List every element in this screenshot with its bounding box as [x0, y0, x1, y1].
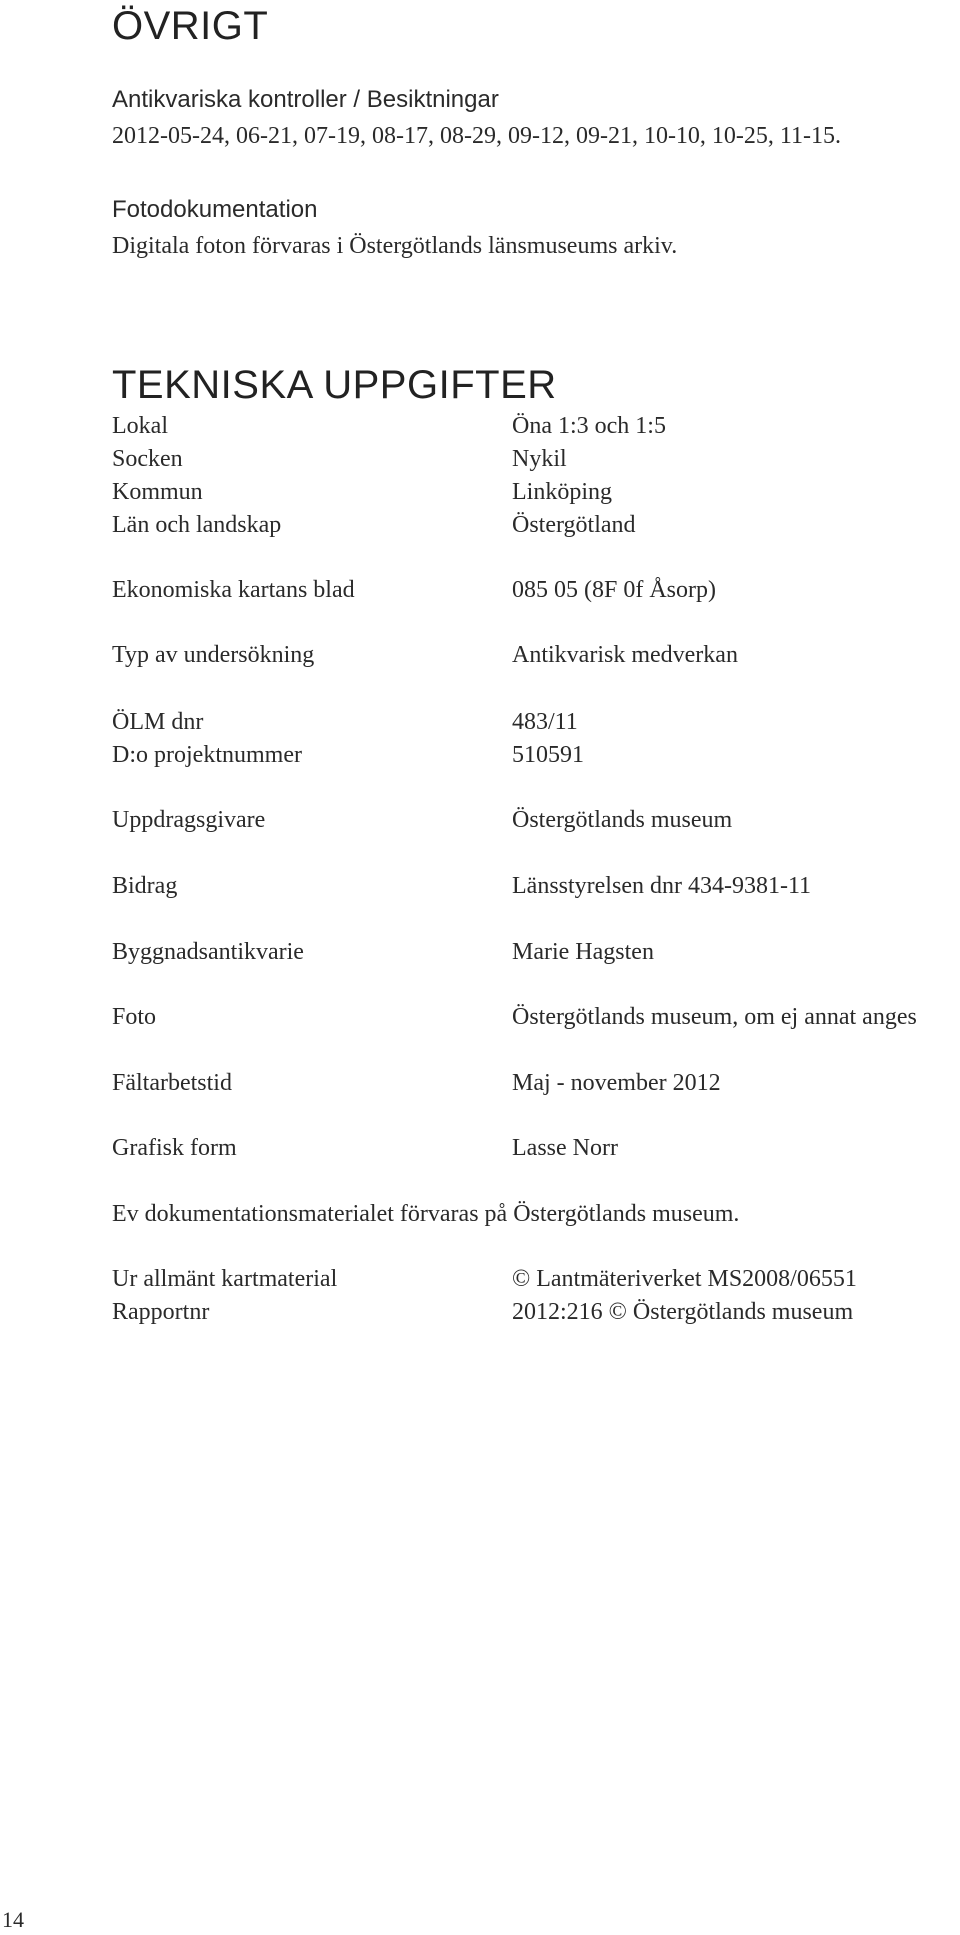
footer-value-kartmaterial: © Lantmäteriverket MS2008/06551 [512, 1266, 857, 1292]
row-label-ekonomiska-kartans-blad: Ekonomiska kartans blad [112, 577, 355, 603]
fotodokumentation-label: Fotodokumentation [112, 196, 318, 223]
row-label-projektnummer: D:o projektnummer [112, 742, 302, 768]
fotodokumentation-text: Digitala foton förvaras i Östergötlands länsmuseums arkiv. [112, 233, 678, 259]
row-label-lan: Län och landskap [112, 512, 282, 538]
kontroller-dates: 2012-05-24, 06-21, 07-19, 08-17, 08-29, 09-12, 09-21, 10-10, 10-25, 11-15. [112, 123, 842, 149]
row-label-kommun: Kommun [112, 479, 203, 505]
row-value-byggnadsantikvarie: Marie Hagsten [512, 939, 654, 965]
row-label-foto: Foto [112, 1004, 157, 1030]
row-value-typ-av-undersokning: Antikvarisk medverkan [512, 642, 738, 668]
kontroller-label: Antikvariska kontroller / Besiktningar [112, 86, 499, 113]
row-value-grafisk-form: Lasse Norr [512, 1135, 618, 1161]
row-value-ekonomiska-kartans-blad: 085 05 (8F 0f Åsorp) [512, 577, 716, 603]
row-label-typ-av-undersokning: Typ av undersökning [112, 642, 315, 668]
footer-label-rapportnr: Rapportnr [112, 1299, 210, 1325]
page-number: 14 [2, 1907, 24, 1932]
row-value-olm-dnr: 483/11 [512, 709, 578, 735]
row-value-projektnummer: 510591 [512, 742, 584, 768]
row-value-kommun: Linköping [512, 479, 612, 505]
row-label-uppdragsgivare: Uppdragsgivare [112, 807, 266, 833]
row-label-olm-dnr: ÖLM dnr [112, 709, 204, 735]
footer-label-kartmaterial: Ur allmänt kartmaterial [112, 1266, 338, 1292]
archive-note: Ev dokumentationsmaterialet förvaras på Östergötlands museum. [112, 1201, 740, 1227]
row-value-faltarbetstid: Maj - november 2012 [512, 1070, 721, 1096]
row-value-lan: Östergötland [512, 512, 636, 538]
footer-value-rapportnr: 2012:216 © Östergötlands museum [512, 1299, 854, 1325]
row-value-foto: Östergötlands museum, om ej annat anges [512, 1004, 917, 1030]
row-value-socken: Nykil [512, 446, 567, 472]
ovrigt-heading: ÖVRIGT [112, 4, 269, 48]
row-label-socken: Socken [112, 446, 183, 472]
tekniska-heading: TEKNISKA UPPGIFTER [112, 363, 557, 407]
row-value-bidrag: Länsstyrelsen dnr 434-9381-11 [512, 873, 812, 899]
row-label-lokal: Lokal [112, 413, 168, 439]
row-value-uppdragsgivare: Östergötlands museum [512, 807, 733, 833]
row-label-bidrag: Bidrag [112, 873, 178, 899]
row-value-lokal: Öna 1:3 och 1:5 [512, 413, 666, 439]
row-label-byggnadsantikvarie: Byggnadsantikvarie [112, 939, 304, 965]
row-label-grafisk-form: Grafisk form [112, 1135, 237, 1161]
row-label-faltarbetstid: Fältarbetstid [112, 1070, 232, 1096]
